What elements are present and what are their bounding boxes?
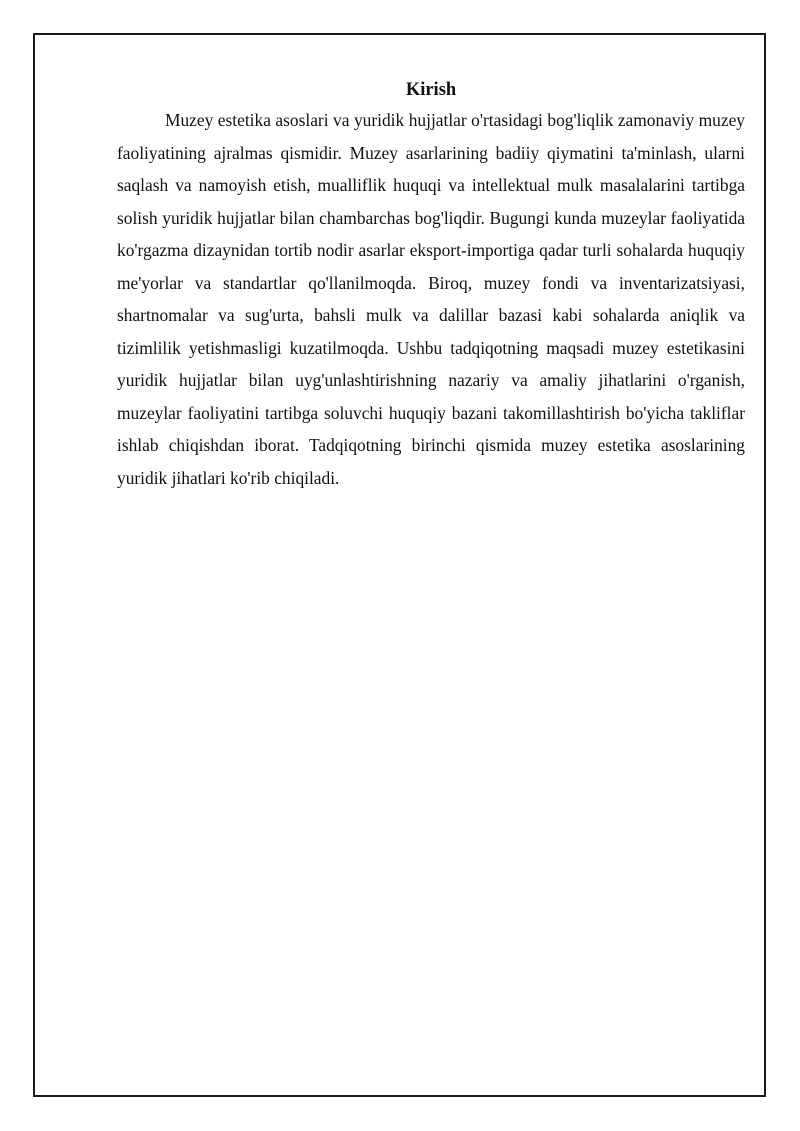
page-content bbox=[117, 79, 745, 494]
body-paragraph: Muzey estetika asoslari va yuridik hujjatlar o'rtasidagi bog'liqlik zamonaviy muzey faoliyatining ajralmas qismidir. Muzey asarlarining badiiy qiymatini ta'minlash, ularni saqlash va namoyish etish, mualliflik huquqi va intellektual mulk masalalarini tartibga solish yuridik hujjatlar bilan chambarchas bog'liqdir. Bugungi kunda muzeylar faoliyatida ko'rgazma dizaynidan tortib nodir asarlar eksport-importiga qadar turli sohalarda huquqiy me'yorlar va standartlar qo'llanilmoqda. Biroq, muzey fondi va inventarizatsiyasi, shartnomalar va sug'urta, bahsli mulk va dalillar bazasi kabi sohalarda aniqlik va tizimlilik yetishmasligi kuzatilmoqda. Ushbu tadqiqotning maqsadi muzey estetikasini yuridik hujjatlar bilan uyg'unlashtirishning nazariy va amaliy jihatlarini o'rganish, muzeylar faoliyatini tartibga soluvchi huquqiy bazani takomillashtirish bo'yicha takliflar ishlab chiqishdan iborat. Tadqiqotning birinchi qismida muzey estetika asoslarining yuridik jihatlari ko'rib chiqiladi. bbox=[117, 110, 745, 488]
page-title: Kirish bbox=[405, 80, 457, 100]
page-frame bbox=[33, 33, 766, 1097]
